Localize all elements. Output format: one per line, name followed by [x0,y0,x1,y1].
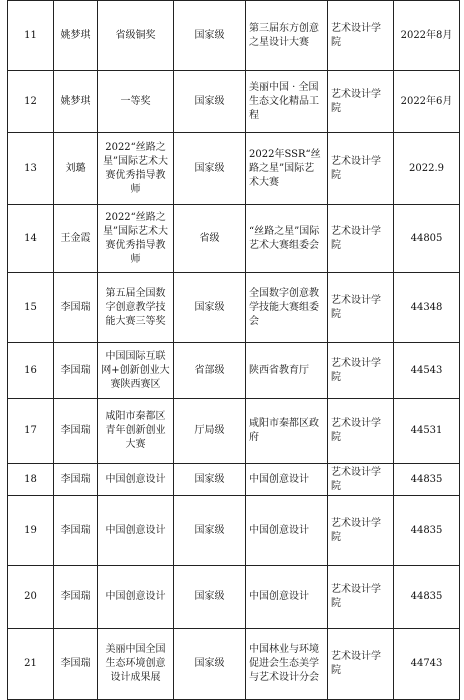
award-name: 中国创意设计 [105,473,166,485]
award-date-cell [394,399,460,464]
college-cell [328,496,394,566]
award-date-cell [394,273,460,343]
college-cell [328,1,394,71]
person-name-cell [54,629,98,700]
row-number: 16 [24,364,37,376]
organizer: 中国创意设计 [249,524,309,536]
organizer-cell [246,205,328,273]
organizer: 美丽中国 · 全国生态文化精品工程 [249,81,319,121]
award-name: 第五届全国数字创意教学技能大赛三等奖 [105,287,166,327]
award-name: 一等奖 [120,95,151,107]
person-name: 李国瑞 [60,425,91,436]
award-name: 中国创意设计 [105,524,166,536]
row-number-cell [8,205,54,273]
row-number: 15 [24,301,37,313]
organizer: 中国创意设计 [249,473,309,485]
award-name-cell [98,343,174,399]
award-name-cell [98,464,174,496]
row-number-cell [8,71,54,133]
person-name-cell [54,496,98,566]
college: 艺术设计学院 [331,294,381,320]
award-date-cell [394,343,460,399]
organizer-cell [246,399,328,464]
award-level-cell [174,399,246,464]
award-date: 44835 [410,591,443,602]
award-level-cell [174,629,246,700]
person-name: 李国瑞 [60,301,91,313]
award-level-cell [174,464,246,496]
organizer: 2022年SSR“丝路之星”国际艺术大赛 [249,148,321,188]
row-number-cell [8,399,54,464]
college: 艺术设计学院 [331,225,381,251]
organizer-cell [246,133,328,205]
award-name: 中国国际互联网+创新创业大赛陕西赛区 [101,350,170,390]
organizer: 中国林业与环境促进会生态美学与艺术设计分会 [249,644,319,683]
award-date: 44531 [410,425,443,436]
college: 艺术设计学院 [331,155,381,181]
person-name: 李国瑞 [60,364,91,376]
award-level: 国家级 [194,95,225,107]
row-number: 14 [24,232,37,244]
row-number-cell [8,629,54,700]
college: 艺术设计学院 [331,651,381,676]
row-number: 13 [24,162,37,174]
organizer-cell [246,1,328,71]
college: 艺术设计学院 [331,418,381,443]
award-date: 44835 [410,473,443,485]
person-name: 姚梦琪 [60,95,91,107]
person-name-cell [54,566,98,629]
award-level: 省部级 [194,364,225,376]
college: 艺术设计学院 [331,466,381,492]
college-cell [328,629,394,700]
person-name: 李国瑞 [60,591,91,602]
row-number: 11 [24,29,37,41]
award-level-cell [174,273,246,343]
award-level: 厅局级 [194,425,225,436]
row-number-cell [8,133,54,205]
award-level: 国家级 [194,658,225,669]
award-level-cell [174,343,246,399]
row-number-cell [8,566,54,629]
table-row [8,496,460,566]
row-number-cell [8,273,54,343]
row-number-cell [8,1,54,71]
person-name-cell [54,1,98,71]
table-row [8,399,460,464]
table-row [8,629,460,700]
college-cell [328,343,394,399]
table-row [8,205,460,273]
person-name-cell [54,464,98,496]
award-date-cell [394,205,460,273]
college-cell [328,133,394,205]
award-name-cell [98,399,174,464]
award-level-cell [174,71,246,133]
college-cell [328,399,394,464]
college: 艺术设计学院 [331,88,381,114]
table-row [8,343,460,399]
row-number-cell [8,496,54,566]
person-name: 李国瑞 [60,658,91,669]
award-date-cell [394,133,460,205]
award-name: 咸阳市秦都区青年创新创业大赛 [105,411,166,450]
award-name-cell [98,205,174,273]
award-level-cell [174,496,246,566]
table-row [8,464,460,496]
college-cell [328,566,394,629]
award-date-cell [394,71,460,133]
organizer: 全国数字创意教学技能大赛组委会 [249,287,319,327]
award-name: 2022“丝路之星”国际艺术大赛优秀指导教师 [102,211,169,265]
person-name: 李国瑞 [60,524,91,536]
award-name: 省级铜奖 [115,29,156,41]
organizer: 咸阳市秦都区政府 [249,418,319,443]
person-name-cell [54,343,98,399]
award-name: 美丽中国全国生态环境创意设计成果展 [105,644,166,683]
college: 艺术设计学院 [331,517,381,543]
award-name: 中国创意设计 [105,591,166,602]
award-level: 国家级 [194,473,225,485]
person-name: 李国瑞 [60,473,91,485]
organizer: 中国创意设计 [249,591,309,602]
award-level: 国家级 [194,524,225,536]
row-number: 21 [24,658,37,669]
award-level-cell [174,133,246,205]
organizer: 第三届东方创意之星设计大赛 [249,22,319,48]
award-date-cell [394,566,460,629]
college: 艺术设计学院 [331,22,381,48]
award-level-cell [174,205,246,273]
award-level: 国家级 [194,29,225,41]
row-number: 17 [24,425,37,436]
person-name: 王金霞 [60,232,91,244]
award-level-cell [174,566,246,629]
award-name-cell [98,496,174,566]
award-level: 省级 [199,232,220,244]
row-number: 12 [24,95,37,107]
award-date: 2022年6月 [400,95,453,107]
table-row [8,566,460,629]
row-number: 18 [24,473,37,485]
award-level: 国家级 [194,162,225,174]
award-date-cell [394,464,460,496]
row-number: 20 [24,591,37,602]
award-date: 44743 [410,658,443,669]
person-name: 刘璐 [65,162,86,174]
organizer-cell [246,343,328,399]
table-body [8,1,460,700]
person-name: 姚梦琪 [60,29,91,41]
person-name-cell [54,399,98,464]
award-name-cell [98,566,174,629]
table-row [8,133,460,205]
organizer-cell [246,496,328,566]
college-cell [328,464,394,496]
award-date-cell [394,1,460,71]
organizer-cell [246,464,328,496]
college: 艺术设计学院 [331,357,381,383]
organizer-cell [246,273,328,343]
table-row [8,71,460,133]
award-level-cell [174,1,246,71]
college-cell [328,71,394,133]
award-date-cell [394,496,460,566]
award-date: 44348 [410,301,443,313]
award-name: 2022“丝路之星”国际艺术大赛优秀指导教师 [102,141,169,195]
row-number-cell [8,343,54,399]
award-name-cell [98,629,174,700]
award-level: 国家级 [194,301,225,313]
organizer: “丝路之星”国际艺术大赛组委会 [249,225,320,251]
awards-table [7,0,460,700]
organizer-cell [246,71,328,133]
award-date: 44835 [410,524,443,536]
award-level: 国家级 [194,591,225,602]
award-date-cell [394,629,460,700]
organizer-cell [246,629,328,700]
row-number-cell [8,464,54,496]
table-row [8,273,460,343]
award-name-cell [98,71,174,133]
organizer: 陕西省教育厅 [249,364,309,376]
award-name-cell [98,133,174,205]
award-name-cell [98,1,174,71]
row-number: 19 [24,524,37,536]
organizer-cell [246,566,328,629]
person-name-cell [54,273,98,343]
college-cell [328,273,394,343]
award-date: 44805 [410,232,443,244]
college: 艺术设计学院 [331,584,381,609]
table-row [8,1,460,71]
award-date: 2022年8月 [400,29,453,41]
person-name-cell [54,133,98,205]
college-cell [328,205,394,273]
award-date: 2022.9 [409,162,444,174]
person-name-cell [54,205,98,273]
person-name-cell [54,71,98,133]
award-name-cell [98,273,174,343]
award-date: 44543 [410,364,443,376]
